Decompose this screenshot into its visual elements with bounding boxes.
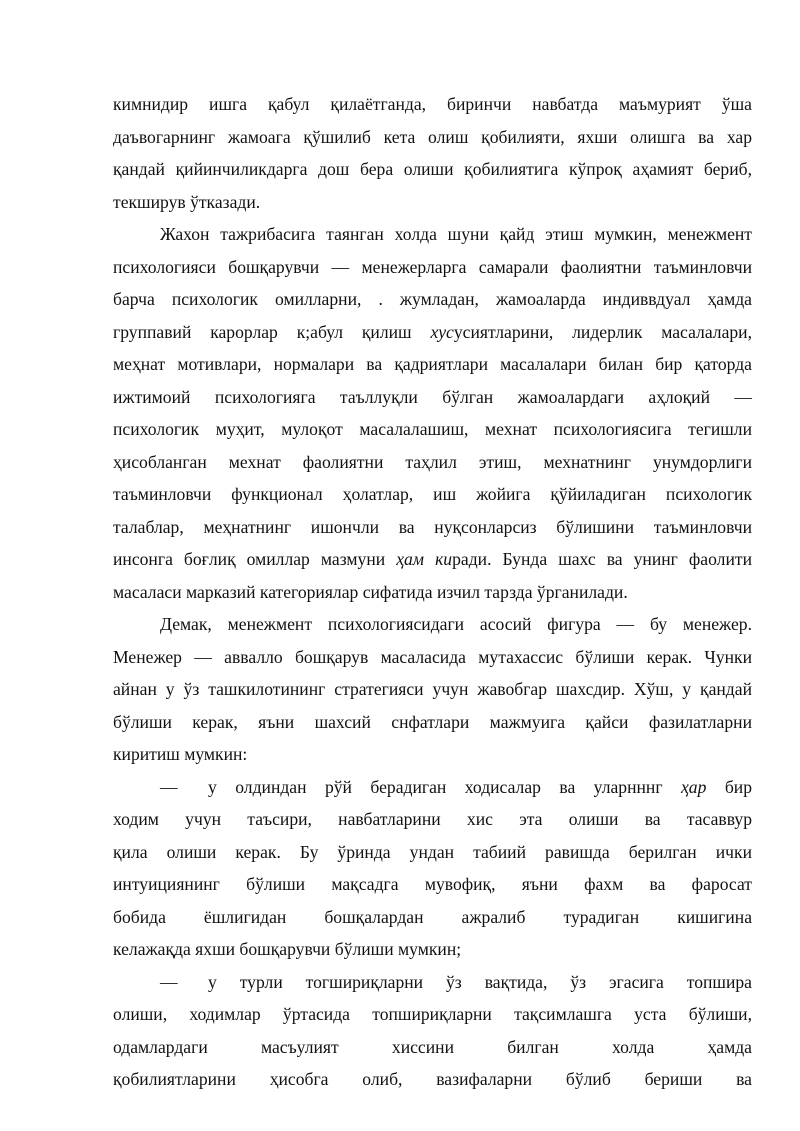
paragraph-line: қандай қийинчиликдарга дош бера олиши қобилиятига кўпроқ аҳамият бериб, [113,159,752,179]
paragraph-line: интуициянинг бўлиши мақсадга мувофиқ, яъни фахм ва фаросат [113,874,752,894]
document-body [113,88,752,1096]
list-item-text: у олдиндан рўй берадиган ходисалар ва уларнннг ҳар бир [208,776,752,797]
paragraph-line: Жахон тажрибасига таянган холда шуни қайд этиш мумкин, менежмент [160,224,752,244]
dash-marker: — [160,776,178,797]
paragraph-line: инсонга боғлиқ омиллар мазмуни ҳам киради. Бунда шахс ва унинг фаолити [113,549,752,569]
paragraph-line: олиши, ходимлар ўртасида топшириқларни тақсимлашга уста бўлиши, [113,1004,752,1024]
paragraph-line: киритиш мумкин: [113,744,248,764]
paragraph-line: ижтимоий психологияга таъллуқли бўлган жамоалардаги аҳлоқий — [113,386,752,407]
paragraph-line: барча психологик омилларни, . жумладан, жамоаларда индиввдуал ҳамда [113,289,752,309]
paragraph-line: психологияси бошқарувчи — менежерларга самарали фаолиятни таъминловчи [113,256,752,277]
dash-marker: — [160,971,178,992]
paragraph-line: бобида ёшлигидан бошқалардан ажралиб турадиган кишигина [113,906,752,927]
paragraph-line: Демак, менежмент психологиясидаги асосий фигура — бу менежер. [160,614,752,634]
paragraph-line: текширув ўтказади. [113,191,261,212]
paragraph-line: айнан у ўз ташкилотининг стратегияси учун жавобгар шахсдир. Хўш, у қандай [113,679,752,699]
paragraph-line: группавий карорлар к;абул қилиш хусусиятларини, лидерлик масалалари, [113,321,752,342]
paragraph-line: талаблар, меҳнатнинг ишончли ва нуқсонларсиз бўлишини таъминловчи [113,516,752,537]
paragraph-line: ходим учун таъсири, навбатларини хис эта олиши ва тасаввур [113,809,752,829]
paragraph-line: Менежер — аввалло бошқарув масаласида мутахассис бўлиши керак. Чунки [113,646,752,667]
paragraph-line: бўлиши керак, яъни шахсий снфатлари мажмуига қайси фазилатларни [113,711,752,732]
paragraph-line: ҳисобланган мехнат фаолиятни таҳлил этиш, мехнатнинг унумдорлиги [113,451,752,472]
paragraph-line: масаласи марказий категориялар сифатида изчил тарзда ўрганилади. [113,581,628,602]
paragraph-line: таъминловчи функционал ҳолатлар, иш жойига қўйиладиган психологик [113,484,752,504]
list-item-first-line [113,771,752,804]
paragraph-line: меҳнат мотивлари, нормалари ва қадриятлари масалалари билан бир қаторда [113,354,752,374]
list-item-first-line [113,966,752,999]
paragraph-line: кимнидир ишга қабул қилаётганда, биринчи навбатда маъмурият ўша [113,94,752,114]
paragraph-line: даъвогарнинг жамоага қўшилиб кета олиш қобилияти, яхши олишга ва хар [113,126,752,147]
paragraph-line: одамлардаги масъулият хиссини билган холда ҳамда [113,1036,752,1057]
paragraph-line: келажақда яхши бошқарувчи бўлиши мумкин; [113,939,462,959]
paragraph-line: қила олиши керак. Бу ўринда ундан табиий равишда берилган ички [113,841,752,862]
list-item-text: у турли тогшириқларни ўз вақтида, ўз эгасига топшира [208,971,752,992]
paragraph-line: психологик муҳит, мулоқот масалалашиш, мехнат психологиясига тегишли [113,419,752,439]
paragraph-line: қобилиятларини ҳисобга олиб, вазифаларни бўлиб бериши ва [113,1069,752,1089]
